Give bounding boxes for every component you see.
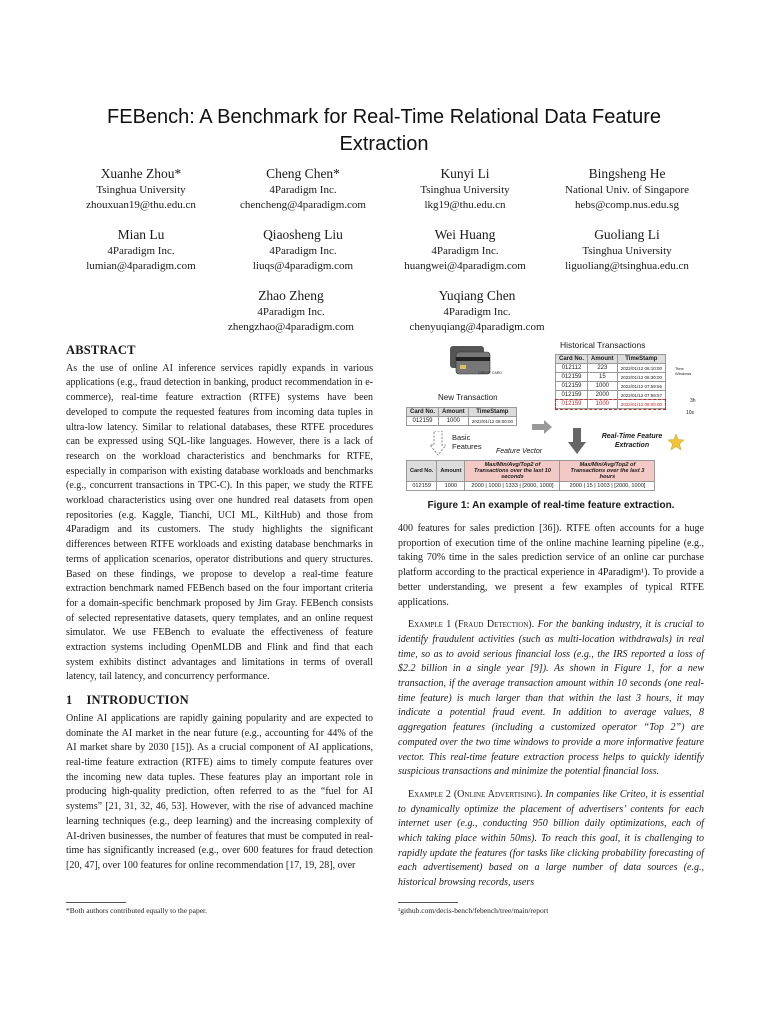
feature-vector-table bbox=[406, 460, 655, 491]
author-email: zhengzhao@4paradigm.com bbox=[228, 321, 354, 333]
arrow-right-icon bbox=[532, 420, 554, 434]
hist-header: Card No. bbox=[556, 355, 588, 364]
author-name: Kunyi Li bbox=[440, 166, 490, 181]
new-header: Card No. bbox=[407, 408, 439, 417]
intro-text: Online AI applications are rapidly gaining popularity and are expected to dominate the AI market in the near future (e.g., accounting for 44% of the AI market share by 2030 [15]). As a crucial component of AI applications, real-time feature extraction (RTFE) aims to timely compute features over the incoming new data tuples. These features play an important role in producing high-quality prediction, often referred to as the “fuel for AI systems” [21, 31, 32, 46, 53]. However, with the rise of advanced machine learning techniques (e.g., deep learning) and the increasing complexity of AI-driven businesses, the number of features that must be computed in real-time has significantly increased (e.g., over 600 features for fraud detection [20, 47], over 100 features for online recommendation [17, 19, 28], over bbox=[66, 712, 373, 871]
figure-caption: Figure 1: An example of real-time feature extraction. bbox=[427, 500, 675, 511]
author-affiliation: Tsinghua University bbox=[96, 184, 186, 196]
author-email: liuqs@4paradigm.com bbox=[252, 260, 354, 272]
author bbox=[225, 164, 381, 213]
table-cell: 012159 bbox=[407, 417, 439, 426]
table-row-new bbox=[556, 400, 666, 409]
abstract-text: As the use of online AI inference services rapidly expands in various applications (e.g., fraud detection in banking, product recommendation in e-commerce), real-time feature extraction (RTFE) systems have been developed to compute the requested features from incoming data tuples in ultra-low latency. Similar to relational databases, these RTFE procedures can be expressed using SQL-like languages. However, there is a lack of research on the workload characteristics and benchmarks for RTFE, especially in comparison with existing database workloads and benchmarks (e.g., concurrent transactions in TPC-C). In this paper, we study the RTFE workload characteristics using over one hundred real datasets from open repositories (e.g. Kaggle, Tianchi, UCI ML, KiltHub) and those from 4Paradigm and its customers. The study highlights the significant differences between RTFE workloads and existing database benchmarks in terms of application scenarios, operator distributions and query structures. Based on these findings, we propose to develop a real-time feature extraction benchmark named FEBench based on the four important criteria for a domain-specific benchmark proposed by Jim Gray. FEBench consists of selected representative datasets, query templates, and an online request simulator. We use FEBench to evaluate the effectiveness of feature extraction systems including OpenMLDB and Flink and find that each system exhibits distinct advantages and limitations in terms of overall latency, tail latency, and concurrency performance. bbox=[66, 362, 373, 683]
table-cell: 012112 bbox=[556, 364, 588, 373]
author bbox=[399, 286, 555, 335]
author-email: chenyuqiang@4paradigm.com bbox=[409, 321, 545, 333]
table-cell: 1000 bbox=[588, 382, 618, 391]
author bbox=[63, 225, 219, 274]
author-row bbox=[60, 286, 708, 335]
table-cell: 012159 bbox=[556, 373, 588, 382]
author-affiliation: Tsinghua University bbox=[582, 245, 672, 257]
right-text: 400 features for sales prediction [36]). RTFE often accounts for a huge proportion of execution time of the online machine learning pipeline (e.g., taking 70% time in the sales prediction service of an online car purchase platform according to the practical experience in 4Paradigm¹). To provide a better understanding, we present a few examples of typical RTFE applications. bbox=[398, 523, 704, 608]
table-cell: 2022/01/12 07:59:57 bbox=[617, 391, 665, 400]
table-cell: 012159 bbox=[556, 400, 588, 409]
author bbox=[225, 225, 381, 274]
table-row bbox=[556, 373, 666, 382]
author-name: Zhao Zheng bbox=[258, 288, 324, 303]
author-affiliation: 4Paradigm Inc. bbox=[107, 245, 175, 257]
table-cell: 2022/01/12 08:00:00 bbox=[617, 400, 665, 409]
table-cell: 223 bbox=[588, 364, 618, 373]
author-row bbox=[60, 164, 708, 213]
abstract-heading: ABSTRACT bbox=[66, 343, 136, 357]
author-name: Bingsheng He bbox=[588, 166, 666, 181]
author-email: chencheng@4paradigm.com bbox=[240, 199, 366, 211]
author-row bbox=[60, 225, 708, 274]
fv-header-amount: Amount bbox=[437, 461, 465, 482]
card-label: CREDIT CARD bbox=[478, 371, 502, 375]
table-cell: 1000 bbox=[439, 417, 469, 426]
author-affiliation: 4Paradigm Inc. bbox=[269, 245, 337, 257]
author bbox=[213, 286, 369, 335]
table-row bbox=[556, 391, 666, 400]
intro-heading: 1 INTRODUCTION bbox=[66, 693, 189, 708]
author-email: lumian@4paradigm.com bbox=[86, 260, 196, 272]
table-cell: 012159 bbox=[556, 391, 588, 400]
hist-header: Amount bbox=[588, 355, 618, 364]
table-cell: 012159 bbox=[556, 382, 588, 391]
rt-extraction-label: Real-Time Feature Extraction bbox=[601, 433, 663, 449]
author bbox=[63, 164, 219, 213]
author bbox=[549, 164, 705, 213]
author-email: huangwei@4paradigm.com bbox=[404, 260, 526, 272]
table-cell: 2022/01/12 06:30:00 bbox=[617, 373, 665, 382]
window-3h: 3h bbox=[690, 398, 696, 404]
footnote-right: ¹github.com/decis-bench/febench/tree/main/report bbox=[398, 906, 549, 915]
figure-1 bbox=[400, 340, 700, 495]
author-name: Qiaosheng Liu bbox=[263, 227, 343, 242]
basic-features-label: Basic Features bbox=[452, 433, 482, 451]
author-affiliation: Tsinghua University bbox=[420, 184, 510, 196]
author-name: Xuanhe Zhou* bbox=[100, 166, 182, 181]
author-name: Cheng Chen* bbox=[266, 166, 340, 181]
author bbox=[549, 225, 705, 274]
table-row bbox=[556, 382, 666, 391]
footnote-rule-left bbox=[66, 902, 126, 903]
fv-amount: 1000 bbox=[437, 482, 465, 491]
table-cell: 1000 bbox=[588, 400, 618, 409]
author bbox=[387, 164, 543, 213]
author-affiliation: 4Paradigm Inc. bbox=[269, 184, 337, 196]
author-name: Wei Huang bbox=[434, 227, 496, 242]
footnote-rule-right bbox=[398, 902, 458, 903]
footnote-left: *Both authors contributed equally to the paper. bbox=[66, 906, 208, 915]
author-email: zhouxuan19@thu.edu.cn bbox=[86, 199, 196, 211]
fv-header-3h: Max/Min/Avg/Top2 of Transactions over the last 3 hours bbox=[560, 461, 655, 482]
author-email: hebs@comp.nus.edu.sg bbox=[575, 199, 679, 211]
arrow-down-solid-icon bbox=[568, 428, 586, 454]
new-transaction-table bbox=[406, 407, 517, 426]
table-cell: 2022/01/12 07:59:56 bbox=[617, 382, 665, 391]
author-email: liguoliang@tsinghua.edu.cn bbox=[565, 260, 689, 272]
arrow-down-icon bbox=[430, 431, 446, 457]
hist-header: TimeStamp bbox=[617, 355, 665, 364]
time-windows-label: Time Windows bbox=[675, 366, 692, 376]
table-cell: 2022/01/12 08:00:00 bbox=[468, 417, 516, 426]
author bbox=[387, 225, 543, 274]
hist-title: Historical Transactions bbox=[560, 340, 646, 350]
new-transaction-title: New Transaction bbox=[438, 393, 498, 402]
author-name: Guoliang Li bbox=[594, 227, 660, 242]
author-affiliation: 4Paradigm Inc. bbox=[443, 306, 511, 318]
author-affiliation: 4Paradigm Inc. bbox=[257, 306, 325, 318]
author-name: Mian Lu bbox=[117, 227, 165, 242]
table-row bbox=[556, 364, 666, 373]
right-column bbox=[398, 522, 704, 891]
example-1: Example 1 (Fraud Detection). For the banking industry, it is crucial to identify fraudulent activities (such as multi-location withdrawals) in real time, so as to avoid serious financial loss (e.g., the IRS reported a loss of $2.2 billion in a single year [9]). As shown in Figure 1, for a new transaction, if the average transaction amount within 10 seconds (one real-time feature) is much larger than that within the last 3 hours, it may indicate a potential fraud event. In addition to average values, 8 aggregation features (including a customized operator “Top 2”) are computed over the two time windows to provide a more informative feature vector. This real-time feature extraction process helps to quickly identify suspicious transactions and minimize the potential financial loss. bbox=[398, 619, 704, 778]
author-block bbox=[60, 164, 708, 347]
new-header: Amount bbox=[439, 408, 469, 417]
star-icon bbox=[668, 434, 684, 450]
new-header: TimeStamp bbox=[468, 408, 516, 417]
fv-10s-values: 2000 | 1000 | 1333 | [2000, 1000] bbox=[465, 482, 560, 491]
fv-header-card: Card No. bbox=[407, 461, 437, 482]
author-affiliation: National Univ. of Singapore bbox=[565, 184, 689, 196]
feature-vector-label: Feature Vector bbox=[496, 448, 543, 455]
historical-table bbox=[555, 354, 666, 409]
author-email: lkg19@thu.edu.cn bbox=[424, 199, 506, 211]
paper-title: FEBench: A Benchmark for Real-Time Relational Data Feature Extraction bbox=[107, 106, 661, 155]
fv-card: 012159 bbox=[407, 482, 437, 491]
author-name: Yuqiang Chen bbox=[438, 288, 516, 303]
table-cell: 2022/01/12 06:10:00 bbox=[617, 364, 665, 373]
fv-header-10s: Max/Min/Avg/Top2 of Transactions over the last 10 seconds bbox=[465, 461, 560, 482]
table-cell: 2000 bbox=[588, 391, 618, 400]
fv-3h-values: 2000 | 15 | 1003 | [2000, 1000] bbox=[560, 482, 655, 491]
table-cell: 15 bbox=[588, 373, 618, 382]
author-affiliation: 4Paradigm Inc. bbox=[431, 245, 499, 257]
example-2: Example 2 (Online Advertising). In companies like Criteo, it is essential to dynamically optimize the placement of advertisers’ contents for each internet user (e.g., conducting 950 billion daily optimizations, each of which taking place within 50ms). To reach this goal, it is challenging to rapidly update the features (for tasks like clicking probability forecasting of each advertisement) based on a large number of data sources (e.g., historical browsing records, users bbox=[398, 788, 705, 889]
left-column bbox=[66, 343, 373, 874]
window-10s: 10s bbox=[686, 410, 695, 416]
